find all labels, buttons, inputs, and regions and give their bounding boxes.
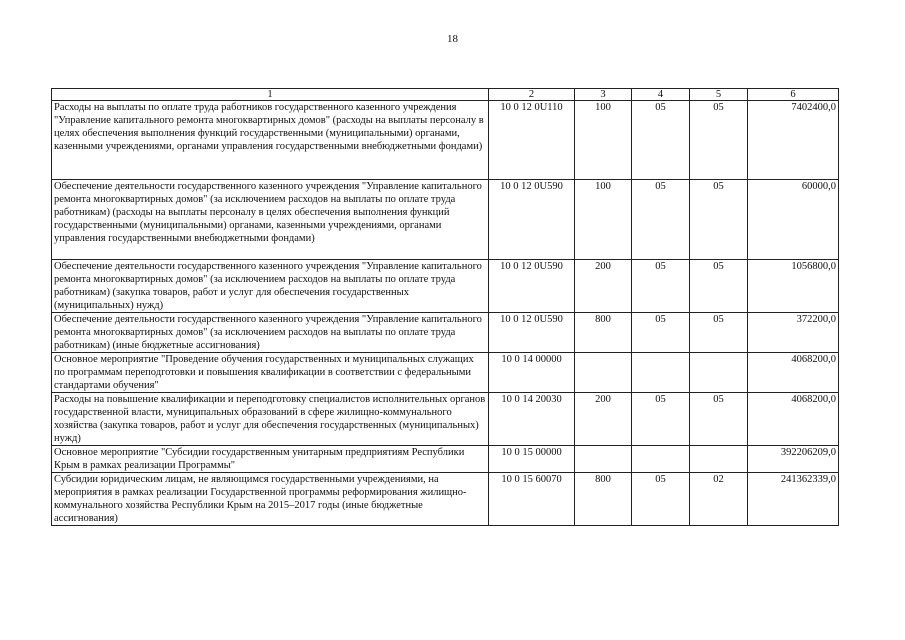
row-description: Расходы на выплаты по оплате труда работников государственного казенного учреждения "Управление капитального ремонта многоквартирных домов" (расходы на выплаты персоналу в целях обеспечения выполнения функций государственными (муниципальными) органами, казенными учреждениями, органами управления государственными внебюджетными фондами) [52, 101, 489, 180]
row-expense-type [575, 446, 632, 473]
row-target-code: 10 0 12 0U590 [489, 313, 575, 353]
column-header-3: 3 [575, 89, 632, 101]
row-section: 05 [632, 393, 690, 446]
table-row [52, 446, 839, 473]
row-amount: 60000,0 [748, 180, 839, 260]
row-expense-type: 800 [575, 473, 632, 526]
row-description: Обеспечение деятельности государственного казенного учреждения "Управление капитального ремонта многоквартирных домов" (за исключением расходов на выплаты по оплате труда работникам) (иные бюджетные ассигнования) [52, 313, 489, 353]
row-section: 05 [632, 313, 690, 353]
table-row [52, 101, 839, 180]
row-description: Основное мероприятие "Проведение обучения государственных и муниципальных служащих по программам переподготовки и повышения квалификации в соответствии с федеральными стандартами обучения" [52, 353, 489, 393]
row-subsection: 05 [690, 101, 748, 180]
row-section: 05 [632, 101, 690, 180]
table-row [52, 393, 839, 446]
column-header-2: 2 [489, 89, 575, 101]
row-subsection: 05 [690, 260, 748, 313]
row-section: 05 [632, 260, 690, 313]
page-number: 18 [447, 33, 458, 45]
row-subsection: 02 [690, 473, 748, 526]
row-section [632, 446, 690, 473]
row-description: Обеспечение деятельности государственного казенного учреждения "Управление капитального ремонта многоквартирных домов" (за исключением расходов на выплаты по оплате труда работникам) (закупка товаров, работ и услуг для обеспечения государственных (муниципальных) нужд) [52, 260, 489, 313]
table-row [52, 180, 839, 260]
row-section [632, 353, 690, 393]
row-expense-type: 100 [575, 180, 632, 260]
row-expense-type: 200 [575, 393, 632, 446]
row-subsection: 05 [690, 180, 748, 260]
row-expense-type: 800 [575, 313, 632, 353]
budget-table [51, 88, 839, 526]
column-header-6: 6 [748, 89, 839, 101]
row-section: 05 [632, 180, 690, 260]
row-amount: 241362339,0 [748, 473, 839, 526]
row-description: Расходы на повышение квалификации и переподготовку специалистов исполнительных органов государственной власти, муниципальных образований в сфере жилищно-коммунального хозяйства (закупка товаров, работ и услуг для обеспечения государственных (муниципальных) нужд) [52, 393, 489, 446]
row-description: Основное мероприятие "Субсидии государственным унитарным предприятиям Республики Крым в рамках реализации Программы" [52, 446, 489, 473]
row-section: 05 [632, 473, 690, 526]
row-target-code: 10 0 12 0U110 [489, 101, 575, 180]
row-expense-type: 100 [575, 101, 632, 180]
row-subsection: 05 [690, 313, 748, 353]
row-description: Обеспечение деятельности государственного казенного учреждения "Управление капитального ремонта многоквартирных домов" (за исключением расходов на выплаты по оплате труда работникам) (расходы на выплаты персоналу в целях обеспечения выполнения функций государственными (муниципальными) органами, казенными учреждениями, органами управления государственными внебюджетными фондами) [52, 180, 489, 260]
row-subsection [690, 446, 748, 473]
row-target-code: 10 0 12 0U590 [489, 260, 575, 313]
row-amount: 1056800,0 [748, 260, 839, 313]
row-target-code: 10 0 14 00000 [489, 353, 575, 393]
row-subsection: 05 [690, 393, 748, 446]
row-description: Субсидии юридическим лицам, не являющимся государственными учреждениями, на мероприятия в рамках реализации Государственной программы реформирования жилищно-коммунального хозяйства Республики Крым на 2015–2017 годы (иные бюджетные ассигнования) [52, 473, 489, 526]
row-target-code: 10 0 15 60070 [489, 473, 575, 526]
row-amount: 372200,0 [748, 313, 839, 353]
row-amount: 4068200,0 [748, 393, 839, 446]
column-header-4: 4 [632, 89, 690, 101]
row-expense-type [575, 353, 632, 393]
row-amount: 7402400,0 [748, 101, 839, 180]
row-amount: 4068200,0 [748, 353, 839, 393]
row-subsection [690, 353, 748, 393]
table-row [52, 353, 839, 393]
row-target-code: 10 0 15 00000 [489, 446, 575, 473]
row-target-code: 10 0 12 0U590 [489, 180, 575, 260]
row-expense-type: 200 [575, 260, 632, 313]
column-header-1: 1 [52, 89, 489, 101]
row-target-code: 10 0 14 20030 [489, 393, 575, 446]
header-row [52, 89, 839, 101]
table-row [52, 473, 839, 526]
row-amount: 392206209,0 [748, 446, 839, 473]
table-row [52, 313, 839, 353]
table-row [52, 260, 839, 313]
column-header-5: 5 [690, 89, 748, 101]
